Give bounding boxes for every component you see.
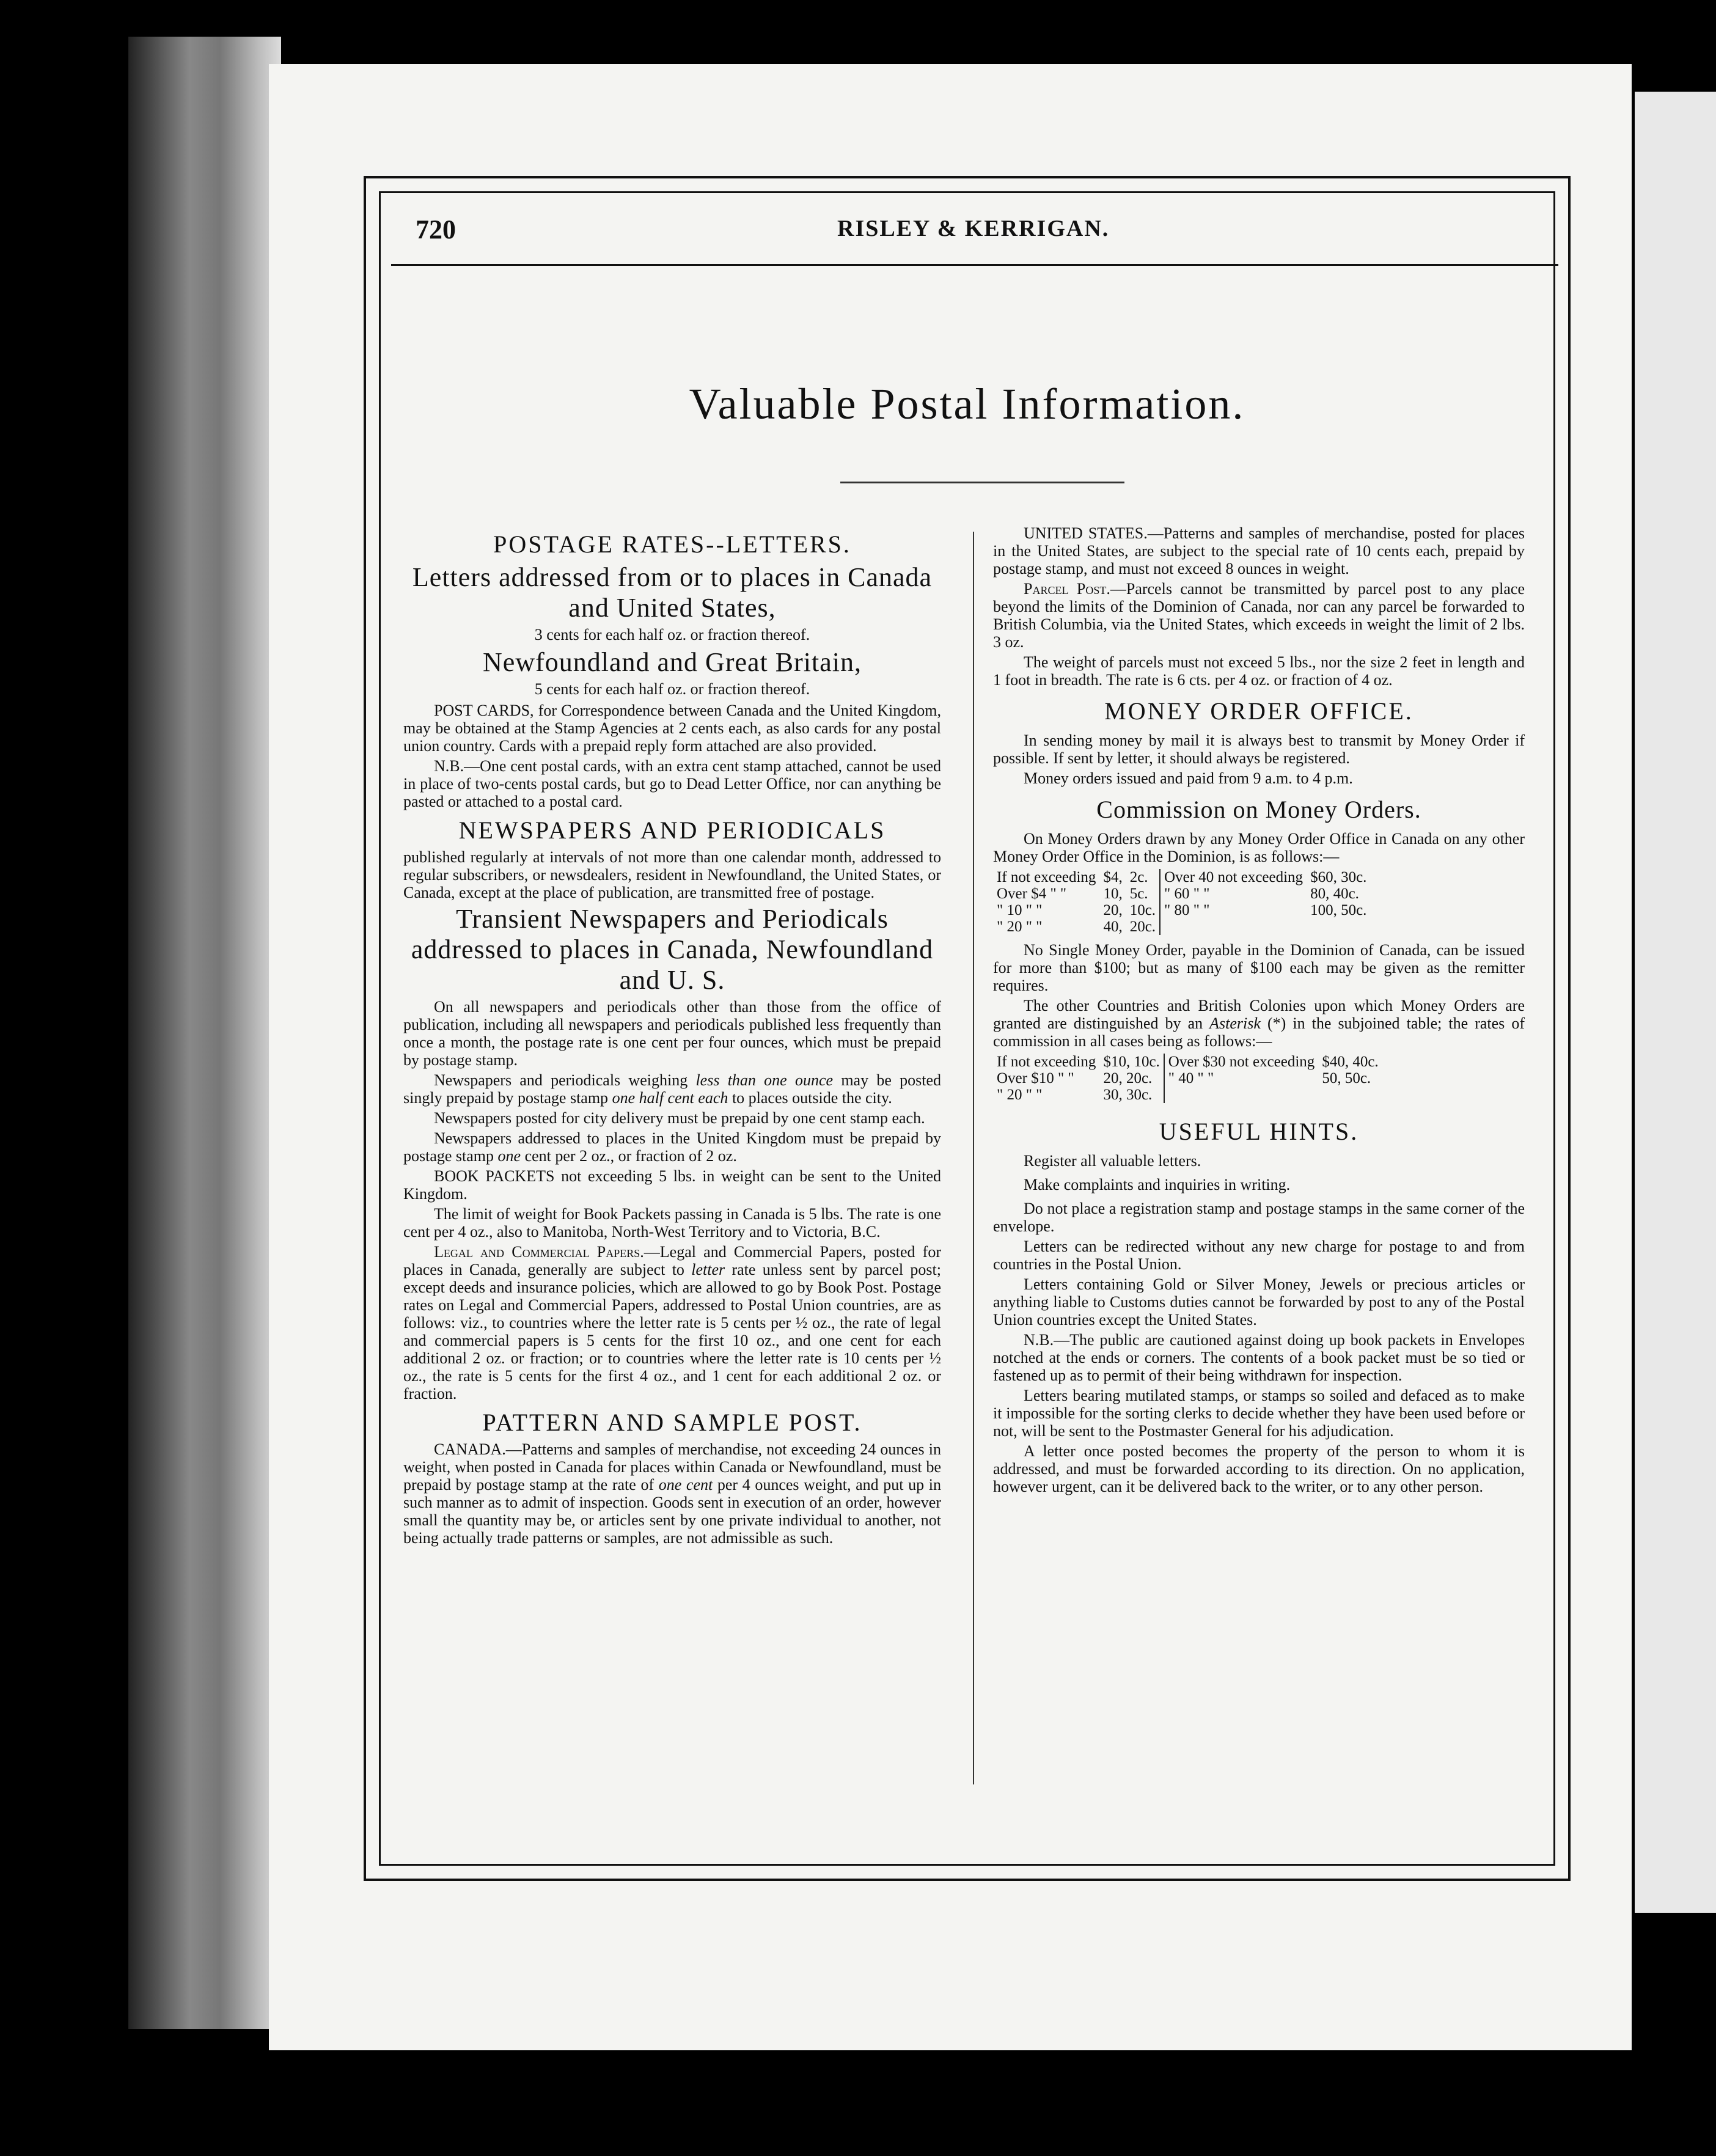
table-cell: 40, xyxy=(1103,919,1123,935)
hint-item: Do not place a registration stamp and postage stamps in the same corner of the envelope. xyxy=(993,1200,1525,1235)
transient-paragraph-4: Newspapers addressed to places in the United Kingdom must be prepaid by postage stamp one cent per 2 oz., or fraction of 2 oz. xyxy=(403,1129,941,1165)
heading-canada-us: Letters addressed from or to places in Canada and United States, xyxy=(412,562,933,623)
heading-commission: Commission on Money Orders. xyxy=(1096,796,1421,823)
page-header xyxy=(416,208,1558,263)
table-cell: 100, 50c. xyxy=(1310,902,1367,919)
book-spine xyxy=(128,37,281,2029)
table-cell xyxy=(1160,919,1307,935)
table-cell: " 80 " " xyxy=(1164,902,1210,919)
table-cell: Over $10 " " xyxy=(997,1070,1074,1087)
table-cell: " 20 " " xyxy=(997,1087,1043,1103)
hint-item: Letters bearing mutilated stamps, or stamps so soiled and defaced as to make it impossible for the sorting clerks to decide whether they have been used before or not, will be sent to the Postmaster General for his adjudication. xyxy=(993,1387,1525,1440)
facing-page-edge xyxy=(1635,92,1716,1913)
nb-cards-paragraph: N.B.—One cent postal cards, with an extra cent stamp attached, cannot be used in place of two-cents postal cards, but go to Dead Letter Office, nor can anything be pasted or attached to a postal card. xyxy=(403,757,941,810)
us-samples-paragraph: UNITED STATES.—Patterns and samples of merchandise, posted for places in the United States, are subject to the special rate of 10 cents each, prepaid by postage stamp, and must not exceed 8 ounces in weight. xyxy=(993,524,1525,578)
heading-newspapers: NEWSPAPERS AND PERIODICALS xyxy=(458,816,886,844)
commission-2-row xyxy=(993,1087,1382,1103)
table-cell: " 20 " " xyxy=(997,919,1043,935)
legal-papers-paragraph: Legal and Commercial Papers.—Legal and Commercial Papers, posted for places in Canada, generally are subject to letter rate unless sent by parcel post; except deeds and insurance policies, which are allowed to go by Book Post. Postage rates on Legal and Commercial Papers, addressed to Postal Union countries, are as follows: viz., to countries where the letter rate is 5 cents per ½ oz., the rate of legal and commercial papers is 5 cents for the first 10 oz., and one cent for each additional 2 oz. or fraction; or to countries where the letter rate is 10 cents per ½ oz., the rate is 5 cents for the first 4 oz., and 1 cent for each additional 2 oz. or fraction. xyxy=(403,1243,941,1402)
newspapers-paragraph: published regularly at intervals of not more than one calendar month, addressed to regular subscribers, or newsdealers, resident in Newfoundland, the United States, or Canada, except at the place of publication, are transmitted free of postage. xyxy=(403,848,941,901)
heading-newfoundland-gb: Newfoundland and Great Britain, xyxy=(483,647,862,677)
hint-item: Letters containing Gold or Silver Money, Jewels or precious articles or anything liable to Customs duties cannot be forwarded by post to any of the Postal Union countries except the United States. xyxy=(993,1275,1525,1329)
right-column xyxy=(993,524,1525,1498)
table-cell: " 60 " " xyxy=(1164,886,1210,902)
table-cell: 2c. xyxy=(1129,869,1148,886)
commission-1-row xyxy=(993,919,1370,935)
rate-canada-us: 3 cents for each half oz. or fraction thereof. xyxy=(534,626,810,644)
canada-samples-paragraph: CANADA.—Patterns and samples of merchandise, not exceeding 24 ounces in weight, when posted in Canada for places within Canada or Newfoundland, must be prepaid by postage stamp at the rate of one cent per 4 ounces weight, and put up in such manner as to admit of inspection. Goods sent in execution of an order, however small the quantity may be, or articles sent by one private individual to another, not being actually trade patterns or samples, are not admissible as such. xyxy=(403,1440,941,1547)
commission-2-row xyxy=(993,1070,1382,1087)
table-cell: 20, 20c. xyxy=(1103,1070,1153,1087)
commission-1-row xyxy=(993,902,1370,919)
money-order-paragraph-1: In sending money by mail it is always best to transmit by Money Order if possible. If sent by letter, it should always be registered. xyxy=(993,732,1525,767)
hint-item: Letters can be redirected without any new charge for postage to and from countries in the Postal Union. xyxy=(993,1238,1525,1273)
table-cell: 50, 50c. xyxy=(1322,1070,1371,1087)
table-cell: Over $4 " " xyxy=(997,886,1067,902)
commission-2-row xyxy=(993,1054,1382,1070)
parcel-post-paragraph: Parcel Post.—Parcels cannot be transmitted by parcel post to any place beyond the limits of the Dominion of Canada, nor can any parcel be forwarded to British Columbia, via the United States, which exceeds in weight the limit of 2 lbs. 3 oz. xyxy=(993,580,1525,651)
commission-intro: On Money Orders drawn by any Money Order Office in Canada on any other Money Order Office in the Dominion, is as follows:— xyxy=(993,830,1525,865)
transient-paragraph-3: Newspapers posted for city delivery must be prepaid by one cent stamp each. xyxy=(434,1109,925,1127)
title-rule xyxy=(840,482,1124,483)
hint-item: N.B.—The public are cautioned against doing up book packets in Envelopes notched at the ends or corners. The contents of a book packet must be so tied or fastened up as to permit of their being withdrawn for inspection. xyxy=(993,1331,1525,1384)
parcel-weight-paragraph: The weight of parcels must not exceed 5 lbs., nor the size 2 feet in length and 1 foot in breadth. The rate is 6 cts. per 4 oz. or fraction of 4 oz. xyxy=(993,653,1525,689)
other-countries-paragraph: The other Countries and British Colonies upon which Money Orders are granted are distinguished by an Asterisk (*) in the subjoined table; the rates of commission in all cases being as follows:— xyxy=(993,997,1525,1050)
hint-item: Make complaints and inquiries in writing. xyxy=(1024,1176,1291,1194)
table-cell: 10, xyxy=(1103,886,1123,902)
useful-hints-list xyxy=(993,1152,1525,1495)
table-cell: $60, 30c. xyxy=(1310,869,1367,886)
page-number: 720 xyxy=(416,215,456,244)
table-cell: $40, 40c. xyxy=(1322,1054,1379,1070)
commission-table-2 xyxy=(993,1054,1382,1103)
book-packets-paragraph: BOOK PACKETS not exceeding 5 lbs. in weight can be sent to the United Kingdom. xyxy=(403,1167,941,1203)
table-cell: Over $30 not exceeding xyxy=(1168,1054,1315,1070)
page-title: Valuable Postal Information. xyxy=(689,380,1245,428)
commission-1-row xyxy=(993,886,1370,902)
heading-useful-hints: USEFUL HINTS. xyxy=(1159,1118,1359,1145)
table-cell xyxy=(1307,919,1370,935)
hint-item: A letter once posted becomes the property of the person to whom it is addressed, and must be forwarded according to its direction. On no application, however urgent, can it be delivered back to the writer, or to any other person. xyxy=(993,1442,1525,1495)
commission-1-row xyxy=(993,869,1370,886)
commission-table-1 xyxy=(993,869,1370,935)
column-divider xyxy=(973,532,974,1784)
transient-paragraph-1: On all newspapers and periodicals other than those from the office of publication, including all newspapers and periodicals published less frequently than once a month, the postage rate is one cent per four ounces, which must be prepaid by postage stamp. xyxy=(403,998,941,1069)
running-title: RISLEY & KERRIGAN. xyxy=(837,216,1110,241)
table-cell: $10, 10c. xyxy=(1103,1054,1160,1070)
table-cell: " 40 " " xyxy=(1168,1070,1214,1087)
money-order-paragraph-2: Money orders issued and paid from 9 a.m. to 4 p.m. xyxy=(1024,769,1353,787)
table-cell: If not exceeding xyxy=(997,1054,1096,1070)
table-cell xyxy=(1165,1087,1319,1103)
table-cell xyxy=(1318,1087,1382,1103)
table-cell: 80, 40c. xyxy=(1310,886,1359,902)
heading-money-order: MONEY ORDER OFFICE. xyxy=(1104,697,1414,725)
table-cell: $4, xyxy=(1103,869,1123,886)
post-cards-paragraph: POST CARDS, for Correspondence between Canada and the United Kingdom, may be obtained at the Stamp Agencies at 2 cents each, as also cards for any postal union country. Cards with a prepaid reply form attached are also provided. xyxy=(403,702,941,755)
table-cell: 20c. xyxy=(1129,919,1156,935)
heading-pattern-sample: PATTERN AND SAMPLE POST. xyxy=(482,1409,862,1436)
table-cell: 30, 30c. xyxy=(1103,1087,1153,1103)
table-cell: 5c. xyxy=(1129,886,1148,902)
table-cell: 20, xyxy=(1103,902,1123,919)
table-cell: If not exceeding xyxy=(997,869,1096,886)
left-column xyxy=(403,524,941,1549)
heading-postage-rates: POSTAGE RATES--LETTERS. xyxy=(493,530,851,558)
single-money-order-paragraph: No Single Money Order, payable in the Dominion of Canada, can be issued for more than $100; but as many of $100 each may be given as the remitter requires. xyxy=(993,941,1525,994)
heading-transient: Transient Newspapers and Periodicals addressed to places in Canada, Newfoundland and U. S. xyxy=(411,904,934,995)
header-rule xyxy=(391,264,1558,266)
rate-newfoundland-gb: 5 cents for each half oz. or fraction thereof. xyxy=(534,680,810,698)
table-cell: Over 40 not exceeding xyxy=(1164,869,1304,886)
book-limit-paragraph: The limit of weight for Book Packets passing in Canada is 5 lbs. The rate is one cent per 4 oz., also to Manitoba, North-West Territory and to Victoria, B.C. xyxy=(403,1205,941,1241)
table-cell: 10c. xyxy=(1129,902,1156,919)
transient-paragraph-2: Newspapers and periodicals weighing less than one ounce may be posted singly prepaid by postage stamp one half cent each to places outside the city. xyxy=(403,1071,942,1107)
table-cell: " 10 " " xyxy=(997,902,1043,919)
hint-item: Register all valuable letters. xyxy=(1024,1152,1201,1170)
